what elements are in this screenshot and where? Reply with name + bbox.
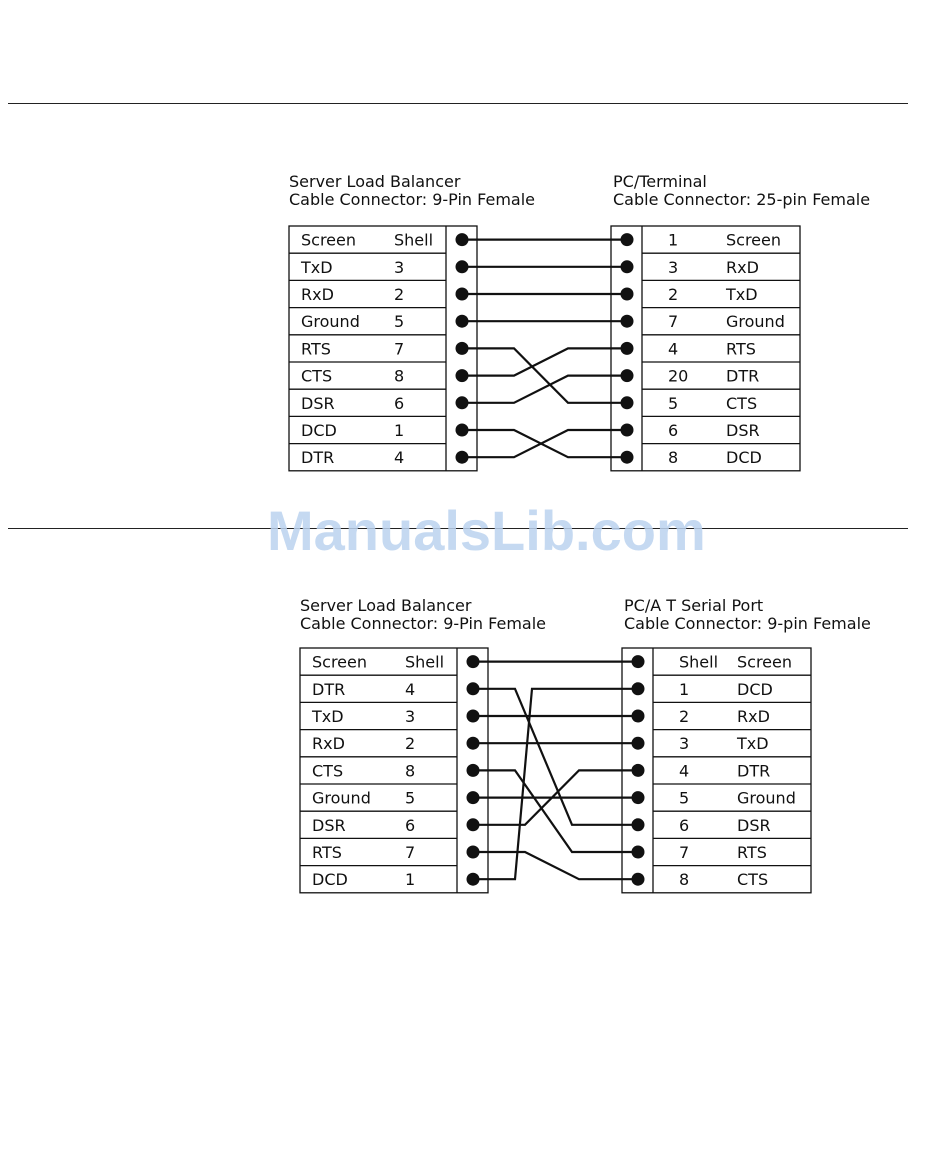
diagram2-right-pin-dot (632, 873, 645, 886)
diagram1-wire (462, 348, 627, 375)
diagram1-right-pin-dot (621, 233, 634, 246)
diagram1-left-pin-dot (456, 288, 469, 301)
diagram1-right-pin-dot (621, 396, 634, 409)
diagram1-right-pin-dot (621, 424, 634, 437)
diagram1-left-signal: DCD (301, 421, 337, 440)
diagram1-left-pin-dot (456, 260, 469, 273)
diagram2-right-pin-dot (632, 737, 645, 750)
watermark-text: ManualsLib.com (267, 499, 706, 562)
diagram2-left-signal: DSR (312, 815, 346, 835)
diagram1-left-pin: 8 (394, 366, 405, 386)
diagram1-right-signal: DSR (726, 421, 760, 440)
diagram2-right-pin: 6 (679, 815, 690, 835)
diagram2-left-pin: 8 (405, 761, 416, 781)
diagram2-right-pin: 1 (679, 679, 690, 699)
diagram2-right-signal: DSR (737, 815, 771, 835)
diagram2-right-pin: Shell (679, 652, 719, 672)
diagram2-right-pin: 5 (679, 788, 690, 808)
diagram2-right-signal: DTR (737, 761, 771, 781)
diagram2-left-signal: TxD (312, 707, 344, 726)
diagram2-right-pin-dot (632, 710, 645, 723)
diagram1-left-signal: RxD (301, 285, 334, 304)
diagram2-left-title-line1: Server Load Balancer (300, 596, 472, 615)
diagram1-left-signal: DTR (301, 448, 335, 468)
diagram1-right-signal: RxD (726, 257, 759, 277)
diagram2-left-pin-dot (467, 682, 480, 695)
diagram1-right-pin: 4 (668, 339, 679, 359)
diagram1-right-pin: 6 (668, 421, 679, 440)
diagram2-right-signal: CTS (737, 870, 769, 890)
diagram2-left-signal: Screen (312, 652, 368, 672)
diagram2-right-pin-dot (632, 791, 645, 804)
diagram2-right-pin-dot (632, 764, 645, 777)
diagram1-right-pin: 8 (668, 448, 679, 468)
diagram1-left-pin: 7 (394, 339, 405, 359)
diagram2-right-title-line1: PC/A T Serial Port (624, 596, 764, 615)
diagram2-left-title-line2: Cable Connector: 9-Pin Female (300, 614, 546, 633)
diagram2-left-signal: RxD (312, 734, 345, 754)
diagram1-left-pin-dot (456, 424, 469, 437)
diagram2-left-signal: CTS (312, 761, 344, 781)
diagram1-right-signal: DTR (726, 366, 760, 386)
diagram1-right-signal: TxD (726, 285, 758, 304)
diagram1-right-pin-dot (621, 451, 634, 464)
diagram1-right-pin: 2 (668, 285, 679, 304)
diagram1-right-signal: DCD (726, 448, 762, 468)
diagram1-left-pin-dot (456, 233, 469, 246)
diagram2-wire (473, 689, 638, 825)
diagram2-left-pin-dot (467, 873, 480, 886)
diagram2-left-signal: DTR (312, 679, 346, 699)
diagram2-right-pin-dot (632, 818, 645, 831)
diagram1-right-signal: Ground (726, 312, 785, 332)
diagram2-right-table (622, 648, 811, 893)
diagram2-right-title-line2: Cable Connector: 9-pin Female (624, 614, 871, 633)
diagram2-left-signal: RTS (312, 843, 342, 862)
diagram2-left-pin-dot (467, 764, 480, 777)
diagram2-right-pin: 7 (679, 843, 690, 862)
diagram1-left-pin: 6 (394, 393, 405, 413)
diagram1-right-pin: 20 (668, 366, 689, 386)
diagram2-right-pin: 3 (679, 734, 690, 754)
diagram2-right-signal: Screen (737, 652, 793, 672)
diagram1-right-pin: 1 (668, 230, 679, 250)
diagram1-left-pin: 1 (394, 421, 405, 440)
diagram2-right-pin: 2 (679, 707, 690, 726)
diagram2-right-signal: Ground (737, 788, 796, 808)
diagram1-left-pin: 3 (394, 257, 405, 277)
diagram1-left-pin-dot (456, 369, 469, 382)
diagram2-left-pin: 6 (405, 815, 416, 835)
diagram2-left-signal: Ground (312, 788, 371, 808)
diagram1-left-signal: Ground (301, 312, 360, 332)
diagram1-left-title-line2: Cable Connector: 9-Pin Female (289, 190, 535, 209)
diagram2-left-pin: 5 (405, 788, 416, 808)
diagram1-wire (462, 430, 627, 457)
diagram1-right-pin-dot (621, 288, 634, 301)
diagram1-wire (462, 430, 627, 457)
diagram1-left-signal: DSR (301, 393, 335, 413)
diagram2-right-signal: RTS (737, 843, 767, 862)
diagram2-left-pin-dot (467, 818, 480, 831)
diagram1-left-signal: CTS (301, 366, 333, 386)
diagram2-left-pin: 2 (405, 734, 416, 754)
diagram2-right-signal: TxD (737, 734, 769, 754)
diagram2-right-pin-dot (632, 655, 645, 668)
diagram2-left-pin: 7 (405, 843, 416, 862)
diagram1-left-pin: Shell (394, 230, 434, 250)
diagram2-right-signal: DCD (737, 679, 773, 699)
diagram1-left-pin-dot (456, 396, 469, 409)
diagram2-left-pin-dot (467, 846, 480, 859)
diagram1-right-pin: 5 (668, 393, 679, 413)
diagram2-right-signal: RxD (737, 707, 770, 726)
diagram1-right-pin: 7 (668, 312, 679, 332)
diagram1-right-signal: RTS (726, 339, 756, 359)
diagram2-left-pin-dot (467, 737, 480, 750)
diagram1-left-pin-dot (456, 342, 469, 355)
diagram2-left-signal: DCD (312, 870, 348, 890)
diagram1-right-signal: CTS (726, 393, 758, 413)
diagram1-left-signal: TxD (301, 257, 333, 277)
diagram2-left-pin: Shell (405, 652, 445, 672)
diagram2-right-pin-dot (632, 682, 645, 695)
diagram2-left-pin: 4 (405, 679, 416, 699)
diagram2-left-pin-dot (467, 791, 480, 804)
diagram1-right-pin: 3 (668, 257, 679, 277)
diagram1-left-signal: Screen (301, 230, 357, 250)
diagram2-right-pin: 8 (679, 870, 690, 890)
diagram1-left-pin: 2 (394, 285, 405, 304)
diagram1-right-pin-dot (621, 315, 634, 328)
diagram2-left-pin-dot (467, 655, 480, 668)
diagram1-left-pin: 4 (394, 448, 405, 468)
diagram1-right-pin-dot (621, 260, 634, 273)
diagram1-left-signal: RTS (301, 339, 331, 359)
diagram1-left-title-line1: Server Load Balancer (289, 172, 461, 191)
diagram2-left-pin: 3 (405, 707, 416, 726)
diagram1-right-table (611, 226, 800, 471)
diagram1-left-pin-dot (456, 315, 469, 328)
diagram1-left-pin-dot (456, 451, 469, 464)
diagram1-right-title-line1: PC/Terminal (613, 172, 707, 191)
diagram1-right-pin-dot (621, 369, 634, 382)
diagram2-left-pin: 1 (405, 870, 416, 890)
diagram2-wire (473, 852, 638, 879)
diagram1-left-pin: 5 (394, 312, 405, 332)
diagram2-left-pin-dot (467, 710, 480, 723)
diagram2-right-pin: 4 (679, 761, 690, 781)
diagram2-right-pin-dot (632, 846, 645, 859)
diagram1-right-pin-dot (621, 342, 634, 355)
diagram1-right-title-line2: Cable Connector: 25-pin Female (613, 190, 871, 209)
diagram1-right-signal: Screen (726, 230, 782, 250)
